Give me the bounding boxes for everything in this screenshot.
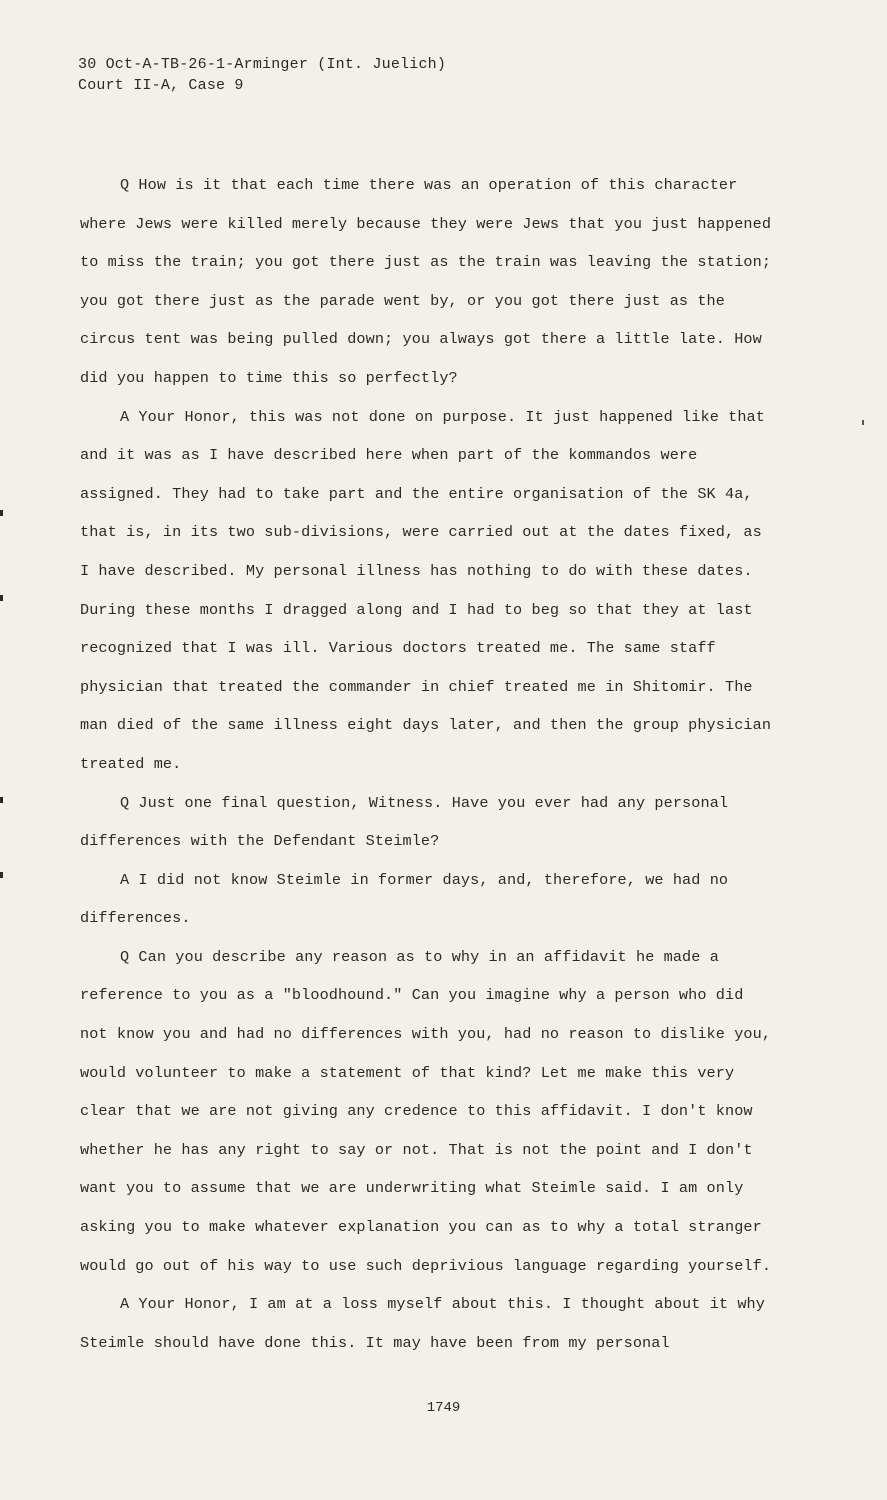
margin-mark <box>0 595 3 601</box>
answer-paragraph: A Your Honor, this was not done on purpose. It just happened like that and it was as I have described here when part of the kommandos were assigned. They had to take part and the entire organisation of the SK 4a, that is, in its two sub-divisions, were carried out at the dates fixed, as I have described. My personal illness has nothing to do with these dates. During these months I dragged along and I had to beg so that they at last recognized that I was ill. Various doctors treated me. The same staff physician that treated the commander in chief treated me in Shitomir. The man died of the same illness eight days later, and then the group physician treated me. <box>80 407 772 773</box>
answer-paragraph: A Your Honor, I am at a loss myself about this. I thought about it why Steimle should have done this. It may have been from my personal <box>80 1295 765 1352</box>
header-reference-line: 30 Oct-A-TB-26-1-Arminger (Int. Juelich) <box>78 56 447 73</box>
answer-paragraph: A I did not know Steimle in former days, and, therefore, we had no differences. <box>80 870 729 928</box>
document-header <box>78 54 446 96</box>
margin-mark <box>0 797 3 803</box>
transcript-body <box>80 166 780 1362</box>
question-paragraph: Q How is it that each time there was an operation of this character where Jews were killed merely because they were Jews that you just happened to miss the train; you got there just as the train was leaving the station; you got there just as the parade went by, or you got there just as the circus tent was being pulled down; you always got there a little late. How did you happen to time this so perfectly? <box>80 176 772 387</box>
paper-speck <box>862 420 864 425</box>
question-paragraph: Q Can you describe any reason as to why in an affidavit he made a reference to you as a "bloodhound." Can you imagine why a person who did not know you and had no differences with you, had no reason to dislike you, would volunteer to make a statement of that kind? Let me make this very clear that we are not giving any credence to this affidavit. I don't know whether he has any right to say or not. That is not the point and I don't want you to assume that we are underwriting what Steimle said. I am only asking you to make whatever explanation you can as to why a total stranger would go out of his way to use such deprivious language regarding yourself. <box>80 947 772 1275</box>
margin-mark <box>0 510 3 516</box>
question-paragraph: Q Just one final question, Witness. Have you ever had any personal differences with the Defendant Steimle? <box>80 793 729 851</box>
margin-mark <box>0 872 3 878</box>
header-court-line: Court II-A, Case 9 <box>78 77 244 94</box>
page-number: 1749 <box>426 1400 461 1416</box>
